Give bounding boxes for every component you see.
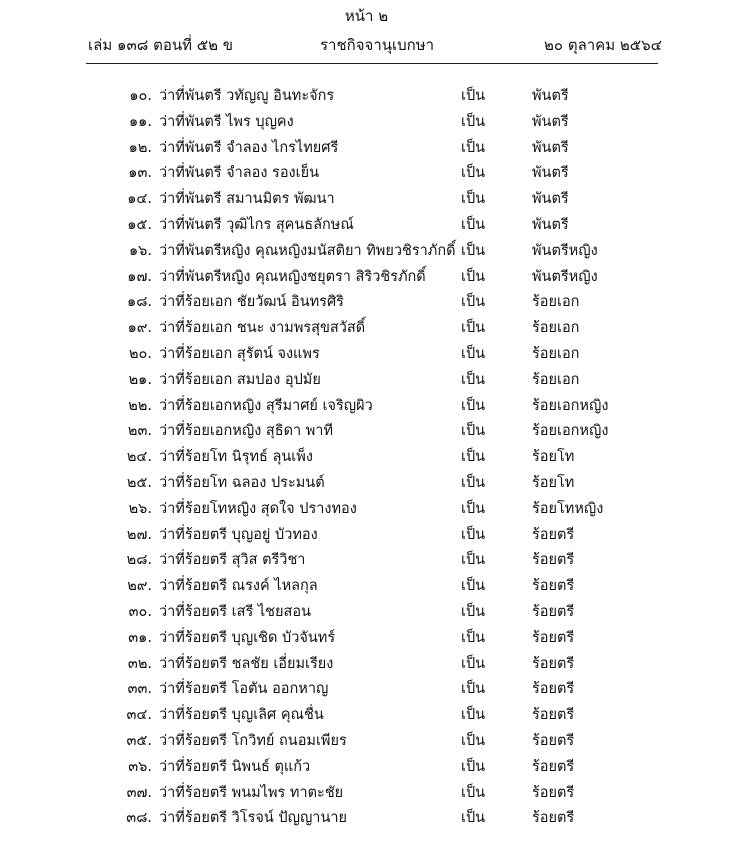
list-item	[0, 471, 733, 497]
entry-rank: พันตรี	[532, 191, 569, 208]
entry-number: ๒๒.	[128, 397, 152, 414]
entry-rank: ร้อยโทหญิง	[532, 500, 604, 517]
entry-verb: เป็น	[461, 578, 486, 595]
entry-number: ๓๕.	[126, 732, 152, 749]
entry-number: ๓๖.	[128, 758, 152, 775]
entry-verb: เป็น	[461, 449, 486, 466]
entry-name: ว่าที่พันตรีหญิง คุณหญิงชยุตรา สิริวชิรภักดิ์	[159, 268, 426, 285]
entry-rank: พันตรี	[532, 216, 569, 233]
entry-name: ว่าที่ร้อยตรี โอตัน ออกหาญ	[159, 681, 329, 698]
entry-verb: เป็น	[461, 784, 486, 801]
list-item	[0, 806, 733, 832]
entry-verb: เป็น	[461, 165, 486, 182]
entry-verb: เป็น	[461, 655, 486, 672]
entry-verb: เป็น	[461, 345, 486, 362]
entry-verb: เป็น	[461, 552, 486, 569]
list-item	[0, 548, 733, 574]
entry-name: ว่าที่ร้อยเอก ชนะ งามพรสุขสวัสดิ์	[159, 320, 366, 337]
entry-name: ว่าที่พันตรี จำลอง ไกรไทยศรี	[159, 139, 339, 156]
entry-name: ว่าที่ร้อยตรี ชลชัย เอี่ยมเรียง	[159, 655, 334, 672]
entry-name: ว่าที่ร้อยตรี โกวิทย์ ถนอมเพียร	[159, 732, 347, 749]
entry-number: ๑๙.	[127, 320, 152, 337]
list-item	[0, 290, 733, 316]
list-item	[0, 239, 733, 265]
entry-rank: ร้อยตรี	[532, 810, 575, 827]
entry-number: ๒๓.	[127, 423, 152, 440]
entry-name: ว่าที่ร้อยเอก ชัยวัฒน์ อินทรศิริ	[159, 294, 344, 311]
entry-rank: พันตรี	[532, 139, 569, 156]
entry-verb: เป็น	[461, 603, 486, 620]
entry-rank: พันตรีหญิง	[532, 268, 598, 285]
entry-verb: เป็น	[461, 500, 486, 517]
entry-name: ว่าที่ร้อยตรี สุวิส ตรีวิชา	[159, 552, 306, 569]
entry-rank: ร้อยตรี	[532, 681, 575, 698]
entry-number: ๑๘.	[127, 294, 152, 311]
entry-name: ว่าที่ร้อยเอกหญิง สุรีมาศย์ เจริญผิว	[159, 397, 373, 414]
entry-verb: เป็น	[461, 758, 486, 775]
entry-rank: ร้อยตรี	[532, 732, 575, 749]
entry-rank: พันตรี	[532, 113, 569, 130]
list-item	[0, 652, 733, 678]
entry-verb: เป็น	[461, 732, 486, 749]
entry-number: ๓๘.	[126, 810, 152, 827]
list-item	[0, 187, 733, 213]
entry-number: ๒๙.	[127, 578, 152, 595]
entry-number: ๑๔.	[127, 191, 152, 208]
entry-number: ๒๕.	[126, 474, 152, 491]
gazette-header	[88, 34, 662, 56]
entry-verb: เป็น	[461, 474, 486, 491]
entry-name: ว่าที่ร้อยตรี พนมไพร ทาตะชัย	[159, 784, 344, 801]
entry-name: ว่าที่ร้อยโท ฉลอง ประมนต์	[159, 474, 325, 491]
entry-name: ว่าที่พันตรี จำลอง รองเย็น	[159, 165, 319, 182]
entry-number: ๒๔.	[126, 449, 152, 466]
list-item	[0, 523, 733, 549]
entry-number: ๑๖.	[128, 242, 152, 259]
list-item	[0, 110, 733, 136]
list-item	[0, 265, 733, 291]
entry-number: ๒๗.	[126, 526, 152, 543]
entry-number: ๑๕.	[127, 216, 152, 233]
entry-rank: ร้อยตรี	[532, 758, 575, 775]
entry-verb: เป็น	[461, 294, 486, 311]
entry-rank: ร้อยเอกหญิง	[532, 397, 609, 414]
entry-number: ๑๒.	[128, 139, 152, 156]
list-item	[0, 626, 733, 652]
publication-date: ๒๐ ตุลาคม ๒๕๖๔	[544, 36, 662, 54]
list-item	[0, 677, 733, 703]
entry-number: ๒๐.	[128, 345, 152, 362]
entry-number: ๓๑.	[128, 629, 152, 646]
list-item	[0, 574, 733, 600]
list-item	[0, 161, 733, 187]
entry-name: ว่าที่ร้อยตรี วิโรจน์ ปัญญานาย	[159, 810, 347, 827]
entry-name: ว่าที่พันตรี ไพร บุญคง	[159, 113, 294, 130]
entry-verb: เป็น	[461, 242, 486, 259]
entry-number: ๑๑.	[128, 113, 152, 130]
entry-rank: ร้อยตรี	[532, 552, 575, 569]
list-item	[0, 394, 733, 420]
entry-name: ว่าที่ร้อยโท นิรุทธ์ ลุนเพ็ง	[159, 449, 313, 466]
entry-number: ๓๐.	[128, 603, 152, 620]
list-item	[0, 703, 733, 729]
entry-verb: เป็น	[461, 629, 486, 646]
entry-number: ๑๗.	[127, 268, 152, 285]
header-divider	[86, 63, 658, 64]
entry-number: ๒๑.	[128, 371, 152, 388]
entry-number: ๒๖.	[128, 500, 152, 517]
list-item	[0, 729, 733, 755]
entry-verb: เป็น	[461, 88, 486, 104]
entry-rank: ร้อยตรี	[532, 784, 575, 801]
entry-name: ว่าที่พันตรี วุฒิไกร สุคนธลักษณ์	[159, 216, 354, 233]
entry-name: ว่าที่ร้อยเอกหญิง สุธิดา พาที	[159, 423, 334, 440]
entry-verb: เป็น	[461, 707, 486, 724]
entry-number: ๓๗.	[126, 784, 152, 801]
list-item	[0, 213, 733, 239]
entry-name: ว่าที่ร้อยเอก สุรัตน์ จงแพร	[159, 345, 320, 362]
entry-verb: เป็น	[461, 371, 486, 388]
appointment-list	[0, 84, 733, 832]
entry-rank: ร้อยตรี	[532, 526, 575, 543]
list-item	[0, 497, 733, 523]
entry-verb: เป็น	[461, 216, 486, 233]
entry-number: ๑๓.	[128, 165, 152, 182]
entry-verb: เป็น	[461, 113, 486, 130]
entry-verb: เป็น	[461, 139, 486, 156]
entry-verb: เป็น	[461, 397, 486, 414]
entry-name: ว่าที่ร้อยตรี เสรี ไชยสอน	[159, 603, 311, 620]
entry-rank: ร้อยตรี	[532, 603, 575, 620]
entry-name: ว่าที่พันตรี วทัญญู อินทะจักร	[159, 88, 335, 104]
entry-verb: เป็น	[461, 526, 486, 543]
list-item	[0, 316, 733, 342]
entry-name: ว่าที่ร้อยเอก สมปอง อุปมัย	[159, 371, 321, 388]
volume-issue: เล่ม ๑๓๘ ตอนที่ ๕๒ ข	[88, 36, 234, 54]
entry-rank: ร้อยตรี	[532, 655, 575, 672]
entry-number: ๓๒.	[127, 655, 152, 672]
entry-name: ว่าที่ร้อยตรี บุญเชิด บัวจันทร์	[159, 629, 336, 646]
list-item	[0, 600, 733, 626]
entry-rank: ร้อยตรี	[532, 629, 575, 646]
entry-verb: เป็น	[461, 191, 486, 208]
entry-verb: เป็น	[461, 268, 486, 285]
entry-verb: เป็น	[461, 423, 486, 440]
entry-rank: ร้อยโท	[532, 449, 575, 466]
entry-name: ว่าที่ร้อยตรี บุญอยู่ บัวทอง	[159, 526, 318, 543]
entry-name: ว่าที่ร้อยตรี นิพนธ์ ตุแก้ว	[159, 758, 311, 775]
list-item	[0, 445, 733, 471]
entry-rank: พันตรี	[532, 88, 569, 104]
entry-rank: พันตรีหญิง	[532, 242, 598, 259]
entry-number: ๑๐.	[129, 88, 152, 104]
entry-verb: เป็น	[461, 810, 486, 827]
entry-rank: ร้อยตรี	[532, 707, 575, 724]
entry-number: ๓๔.	[126, 707, 152, 724]
entry-rank: ร้อยเอกหญิง	[532, 423, 609, 440]
page-number: หน้า ๒	[344, 7, 389, 25]
list-item	[0, 342, 733, 368]
list-item	[0, 755, 733, 781]
entry-rank: ร้อยเอก	[532, 345, 580, 362]
list-item	[0, 419, 733, 445]
entry-number: ๓๓.	[127, 681, 152, 698]
entry-name: ว่าที่ร้อยโทหญิง สุดใจ ปรางทอง	[159, 500, 357, 517]
entry-verb: เป็น	[461, 320, 486, 337]
entry-name: ว่าที่ร้อยตรี ณรงค์ ไหลกุล	[159, 578, 318, 595]
entry-name: ว่าที่พันตรี สมานมิตร พัฒนา	[159, 191, 335, 208]
entry-number: ๒๘.	[126, 552, 152, 569]
entry-rank: ร้อยเอก	[532, 371, 580, 388]
entry-name: ว่าที่ร้อยตรี บุญเลิศ คุณชื่น	[159, 707, 324, 724]
list-item	[0, 84, 733, 110]
entry-rank: ร้อยเอก	[532, 320, 580, 337]
list-item	[0, 136, 733, 162]
entry-rank: ร้อยเอก	[532, 294, 580, 311]
publication-title: ราชกิจจานุเบกษา	[320, 36, 435, 54]
list-item	[0, 368, 733, 394]
entry-verb: เป็น	[461, 681, 486, 698]
entry-rank: ร้อยโท	[532, 474, 575, 491]
entry-rank: พันตรี	[532, 165, 569, 182]
entry-name: ว่าที่พันตรีหญิง คุณหญิงมนัสติยา ทิพยวชิราภักดิ์	[159, 242, 456, 259]
list-item	[0, 781, 733, 807]
entry-rank: ร้อยตรี	[532, 578, 575, 595]
